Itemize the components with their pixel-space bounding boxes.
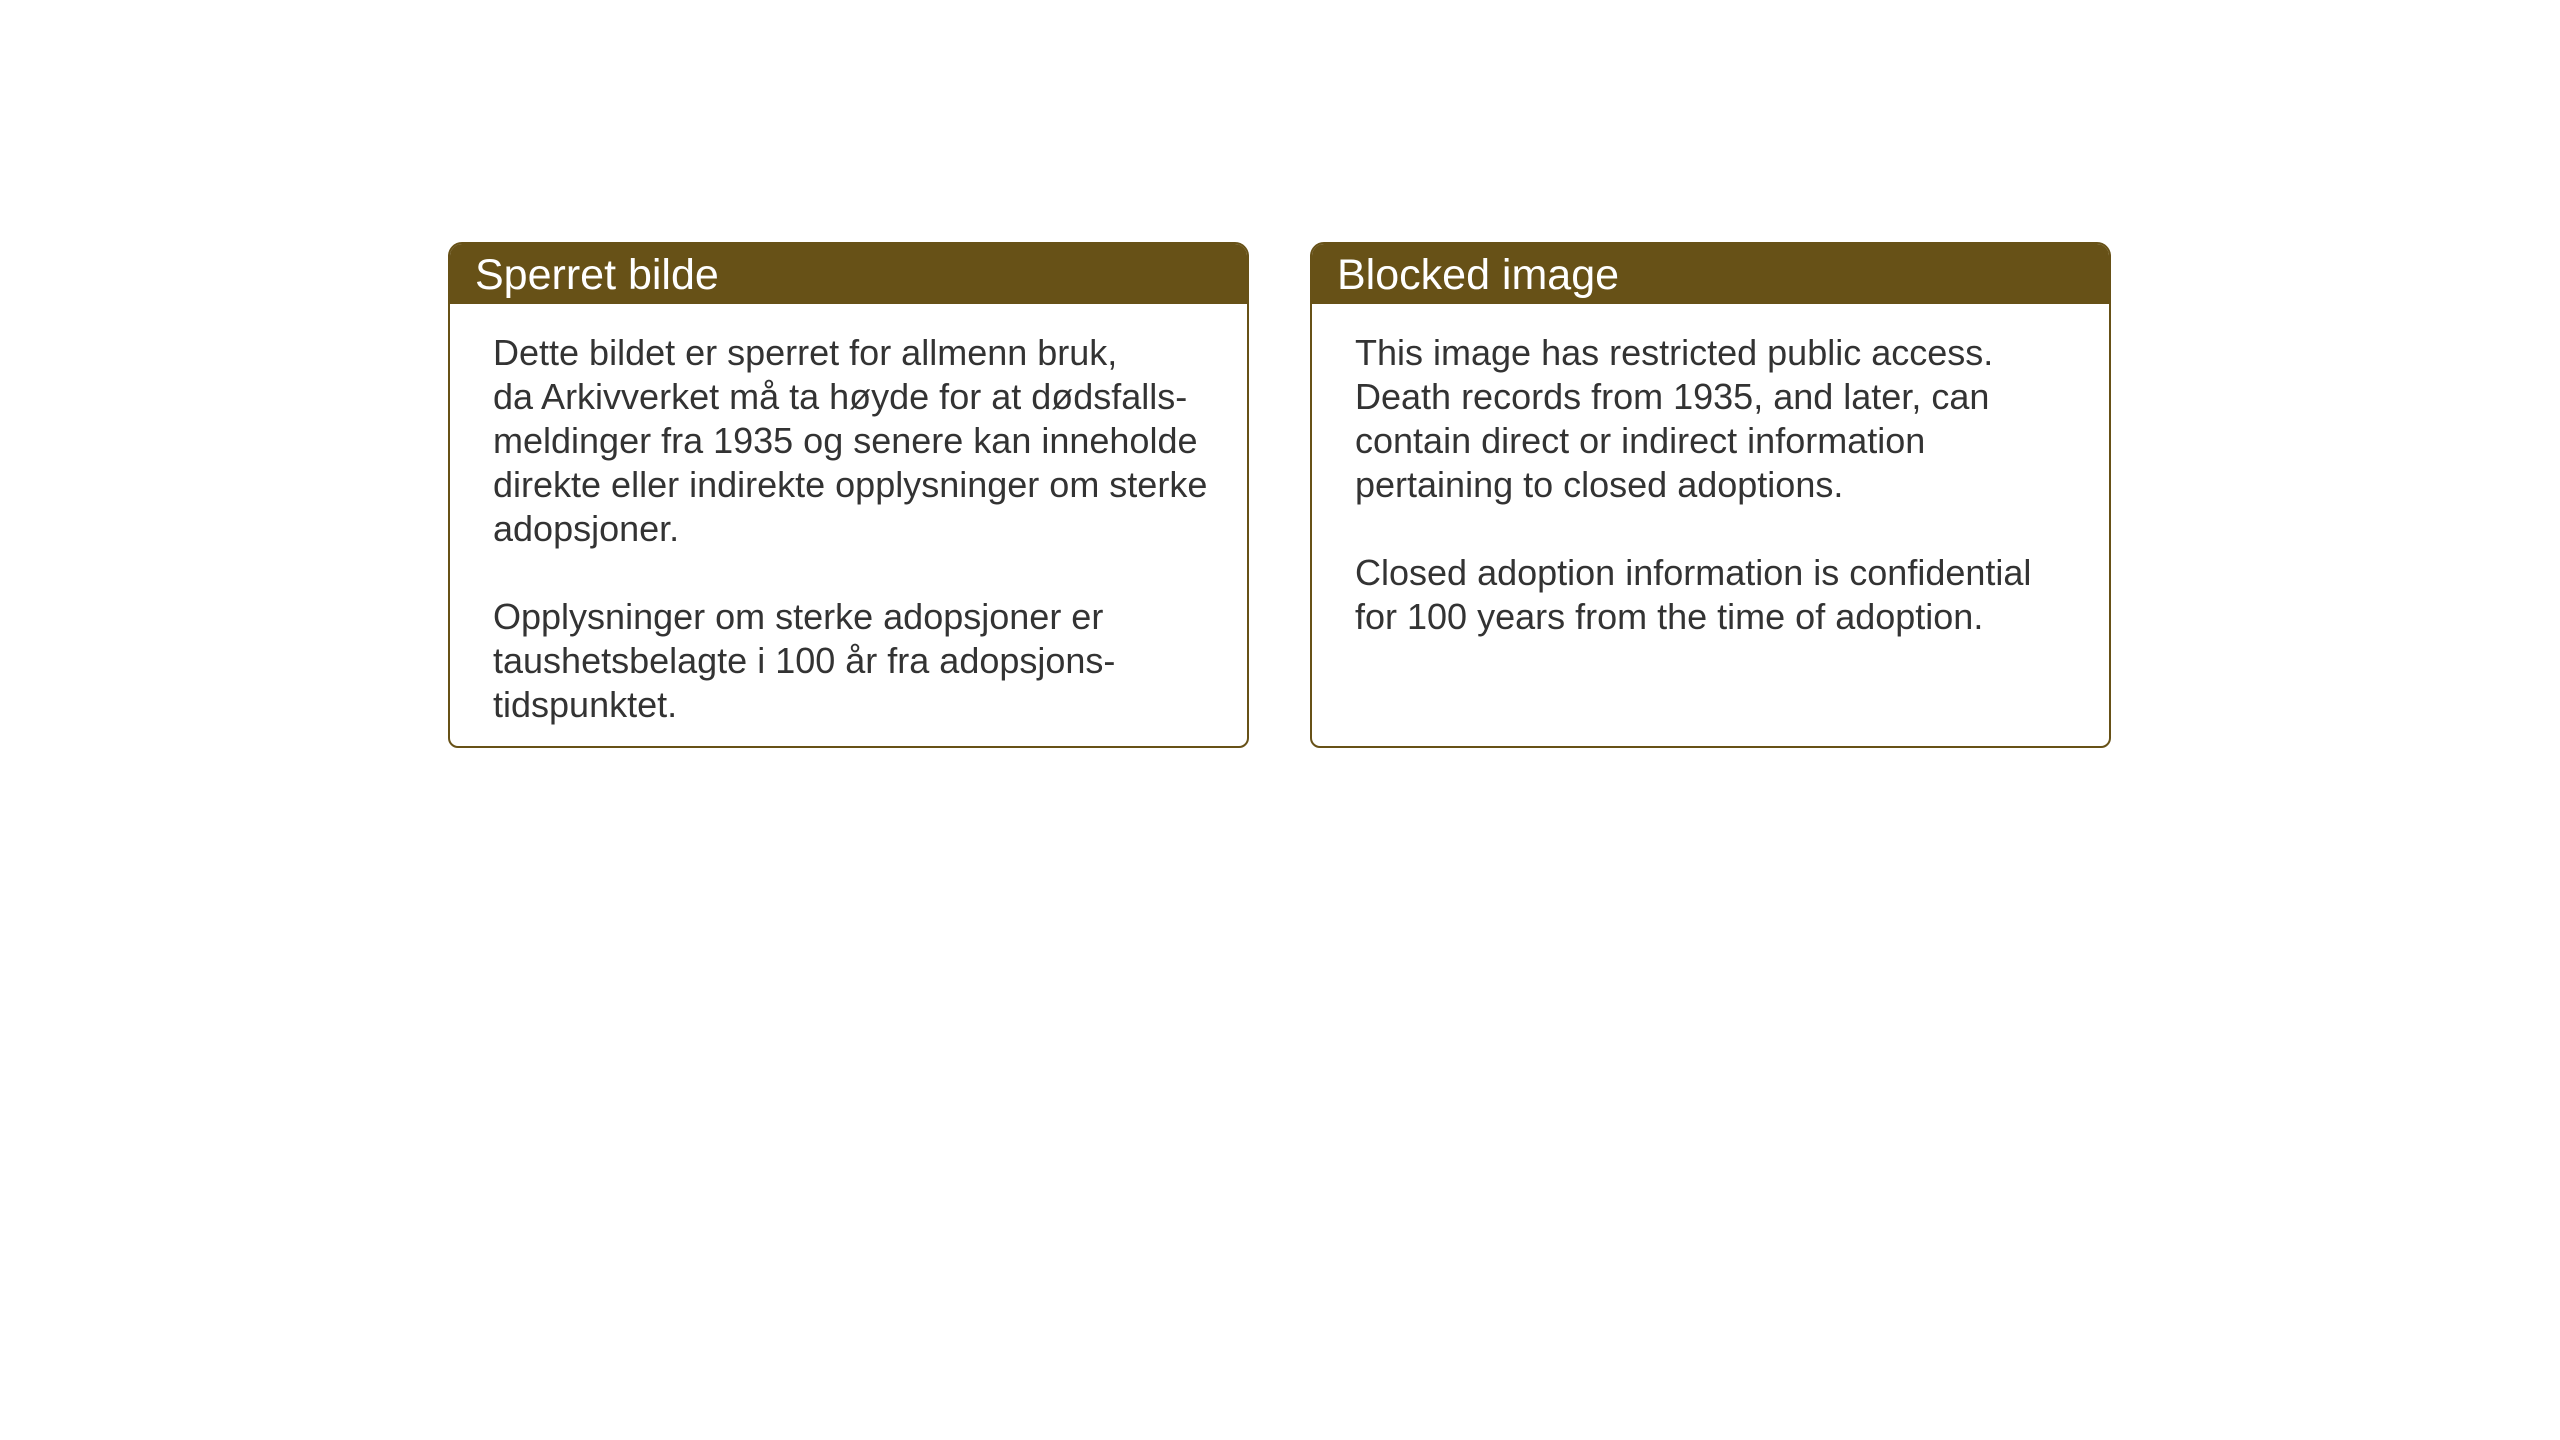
text-line: pertaining to closed adoptions. [1355, 464, 1844, 505]
card-paragraph [1355, 551, 2066, 639]
card-header-bar [450, 244, 1247, 304]
card-paragraph [493, 595, 1204, 727]
card-body [450, 304, 1247, 727]
text-line: for 100 years from the time of adoption. [1355, 596, 1984, 637]
card-title: Blocked image [1337, 251, 1620, 299]
blocked-image-card-english [1310, 242, 2111, 748]
text-line: taushetsbelagte i 100 år fra adopsjons- [493, 640, 1116, 681]
text-line: Dette bildet er sperret for allmenn bruk, [493, 332, 1118, 373]
text-line: Opplysninger om sterke adopsjoner er [493, 596, 1104, 637]
card-paragraph [1355, 331, 2066, 507]
text-line: tidspunktet. [493, 684, 678, 725]
text-line: meldinger fra 1935 og senere kan inneholde [493, 420, 1198, 461]
card-title: Sperret bilde [475, 251, 719, 299]
text-line: contain direct or indirect information [1355, 420, 1926, 461]
text-line: This image has restricted public access. [1355, 332, 1994, 373]
text-line: da Arkivverket må ta høyde for at dødsfalls- [493, 376, 1188, 417]
card-header-bar [1312, 244, 2109, 304]
blocked-image-card-norwegian [448, 242, 1249, 748]
text-line: Closed adoption information is confidential [1355, 552, 2032, 593]
card-body [1312, 304, 2109, 639]
card-paragraph [493, 331, 1208, 551]
text-line: adopsjoner. [493, 508, 680, 549]
text-line: Death records from 1935, and later, can [1355, 376, 1990, 417]
text-line: direkte eller indirekte opplysninger om sterke [493, 464, 1208, 505]
